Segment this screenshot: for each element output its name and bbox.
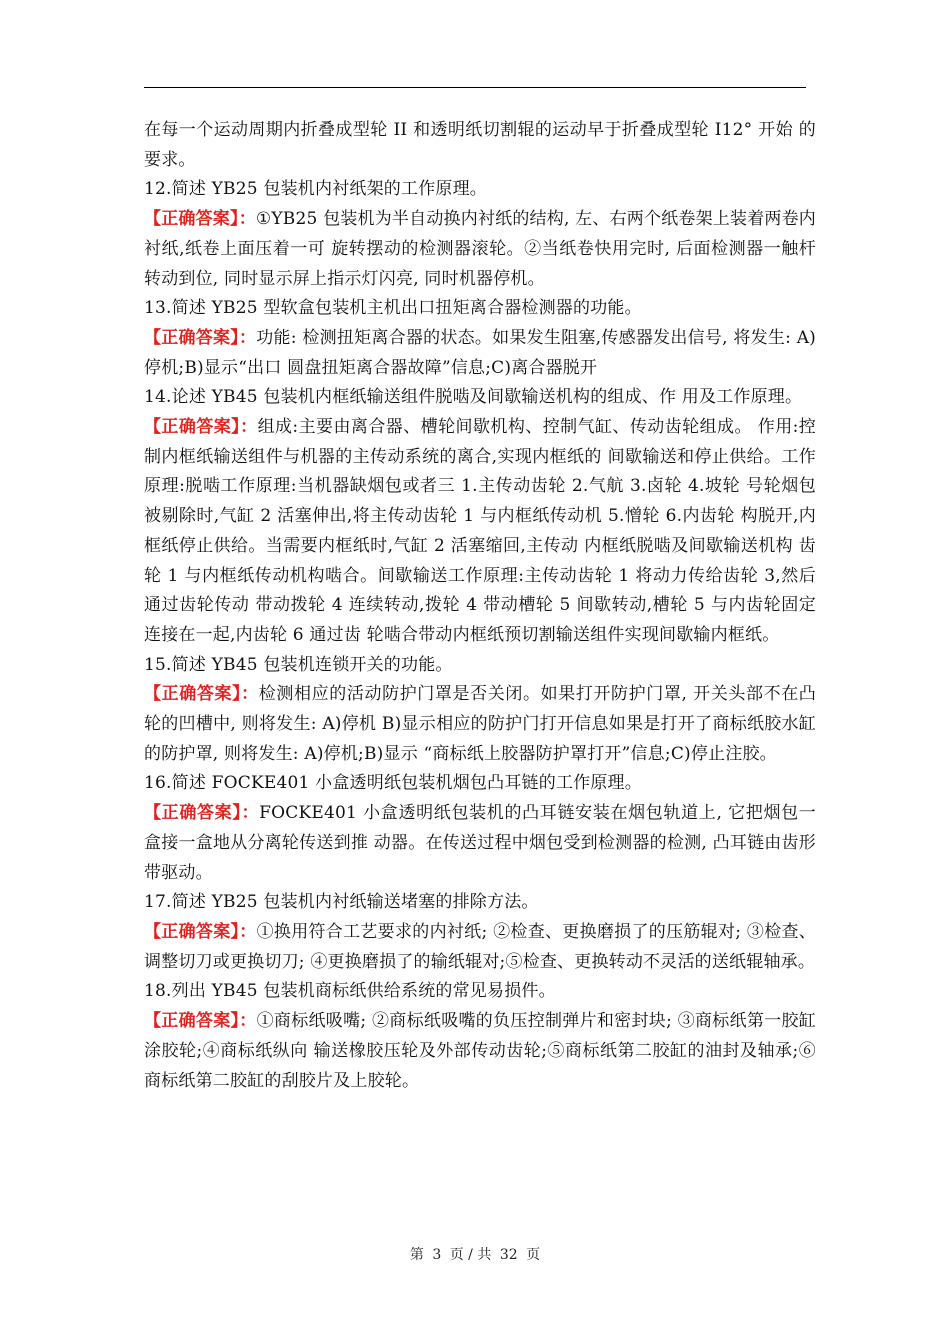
answer-text: ①商标纸吸嘴; ②商标纸吸嘴的负压控制弹片和密封块; ③商标纸第一胶缸涂胶轮;④商标纸纵向 输送橡胶压轮及外部传动齿轮;⑤商标纸第二胶缸的油封及轴承;⑥商标纸第二胶缸的刮胶片及上胶轮。: [144, 1011, 816, 1091]
answer-12: [144, 205, 816, 294]
answer-label: 【正确答案】：: [144, 803, 260, 824]
answer-15: [144, 680, 816, 769]
question-18: 18.列出 YB45 包装机商标纸供给系统的常见易损件。: [144, 981, 556, 1002]
answer-13: [144, 324, 816, 383]
answer-text: 组成:主要由离合器、槽轮间歇机构、控制气缸、传动齿轮组成。 作用:控制内框纸输送组件与机器的主传动系统的离合,实现内框纸的 间歇输送和停止供给。工作原理:脱啮工作原理:当机器缺烟包或者三 1.主传动齿轮 2.气航 3.卤轮 4.坡轮 号轮烟包被剔除时,气缸 2 活塞伸出,将主传动齿轮 1 与内框纸传动机 5.憎轮 6.内齿轮 构脱开,内框纸停止供给。当需要内框纸时,气缸 2 活塞缩回,主传动 内框纸脱啮及间歇输送机构 齿轮 1 与内框纸传动机构啮合。间歇输送工作原理:主传动齿轮 1 将动力传给齿轮 3,然后通过齿轮传动 带动拨轮 4 连续转动,拨轮 4 带动槽轮 5 间歇转动,槽轮 5 与内齿轮固定连接在一起,内齿轮 6 通过齿 轮啮合带动内框纸预切割输送组件实现间歇输内框纸。: [144, 417, 816, 645]
footer-middle: 页 / 共: [449, 1247, 492, 1263]
header-rule: [144, 87, 806, 88]
page-footer: [0, 1244, 950, 1264]
answer-14: [144, 413, 816, 651]
answer-text: FOCKE401 小盒透明纸包装机的凸耳链安装在烟包轨道上, 它把烟包一盒接一盒地从分离轮传送到推 动器。在传送过程中烟包受到检测器的检测, 凸耳链由齿形带驱动。: [144, 803, 816, 883]
answer-label: 【正确答案】：: [144, 417, 258, 438]
answer-label: 【正确答案】：: [144, 684, 259, 705]
footer-total-pages: 32: [499, 1247, 518, 1263]
answer-17: [144, 918, 816, 977]
answer-text: 检测相应的活动防护门罩是否关闭。如果打开防护门罩, 开关头部不在凸轮的凹槽中, 则将发生: A)停机 B)显示相应的防护门打开信息如果是打开了商标纸胶水缸的防护罩, 则将发生: A)停机;B)显示 “商标纸上胶器防护罩打开”信息;C)停止注胶。: [144, 684, 817, 764]
question-17: 17.简述 YB25 包装机内衬纸输送堵塞的排除方法。: [144, 892, 539, 913]
answer-18: [144, 1007, 816, 1096]
answer-text: ①换用符合工艺要求的内衬纸; ②检查、更换磨损了的压筋辊对; ③检查、调整切刀或更换切刀; ④更换磨损了的输纸辊对;⑤检查、更换转动不灵活的送纸辊轴承。: [144, 921, 816, 972]
question-16: 16.简述 FOCKE401 小盒透明纸包装机烟包凸耳链的工作原理。: [144, 773, 642, 794]
footer-prefix: 第: [409, 1247, 424, 1263]
answer-label: 【正确答案】：: [144, 209, 256, 230]
footer-suffix: 页: [526, 1247, 541, 1263]
answer-16: [144, 799, 816, 888]
answer-label: 【正确答案】：: [144, 1011, 257, 1032]
question-15: 15.简述 YB45 包装机连锁开关的功能。: [144, 654, 453, 675]
footer-page-number: 3: [432, 1247, 442, 1263]
answer-text: ①YB25 包装机为半自动换内衬纸的结构, 左、右两个纸卷架上装着两卷内衬纸,纸卷上面压着一可 旋转摆动的检测器滚轮。②当纸卷快用完时, 后面检测器一触杆转动到位, 同时显示屏上指示灯闪亮, 同时机器停机。: [144, 209, 816, 289]
question-14: 14.论述 YB45 包装机内框纸输送组件脱啮及间歇输送机构的组成、作 用及工作原理。: [144, 387, 803, 408]
answer-label: 【正确答案】：: [144, 921, 257, 942]
document-body: [144, 116, 816, 1096]
answer-text: 功能: 检测扭矩离合器的状态。如果发生阻塞,传感器发出信号, 将发生: A)停机;B)显示“出口 圆盘扭矩离合器故障”信息;C)离合器脱开: [144, 327, 817, 378]
intro-paragraph: 在每一个运动周期内折叠成型轮 II 和透明纸切割辊的运动早于折叠成型轮 I12° 开始 的要求。: [144, 120, 816, 170]
question-13: 13.简述 YB25 型软盒包装机主机出口扭矩离合器检测器的功能。: [144, 298, 642, 319]
answer-label: 【正确答案】：: [144, 327, 257, 348]
question-12: 12.简述 YB25 包装机内衬纸架的工作原理。: [144, 179, 487, 200]
